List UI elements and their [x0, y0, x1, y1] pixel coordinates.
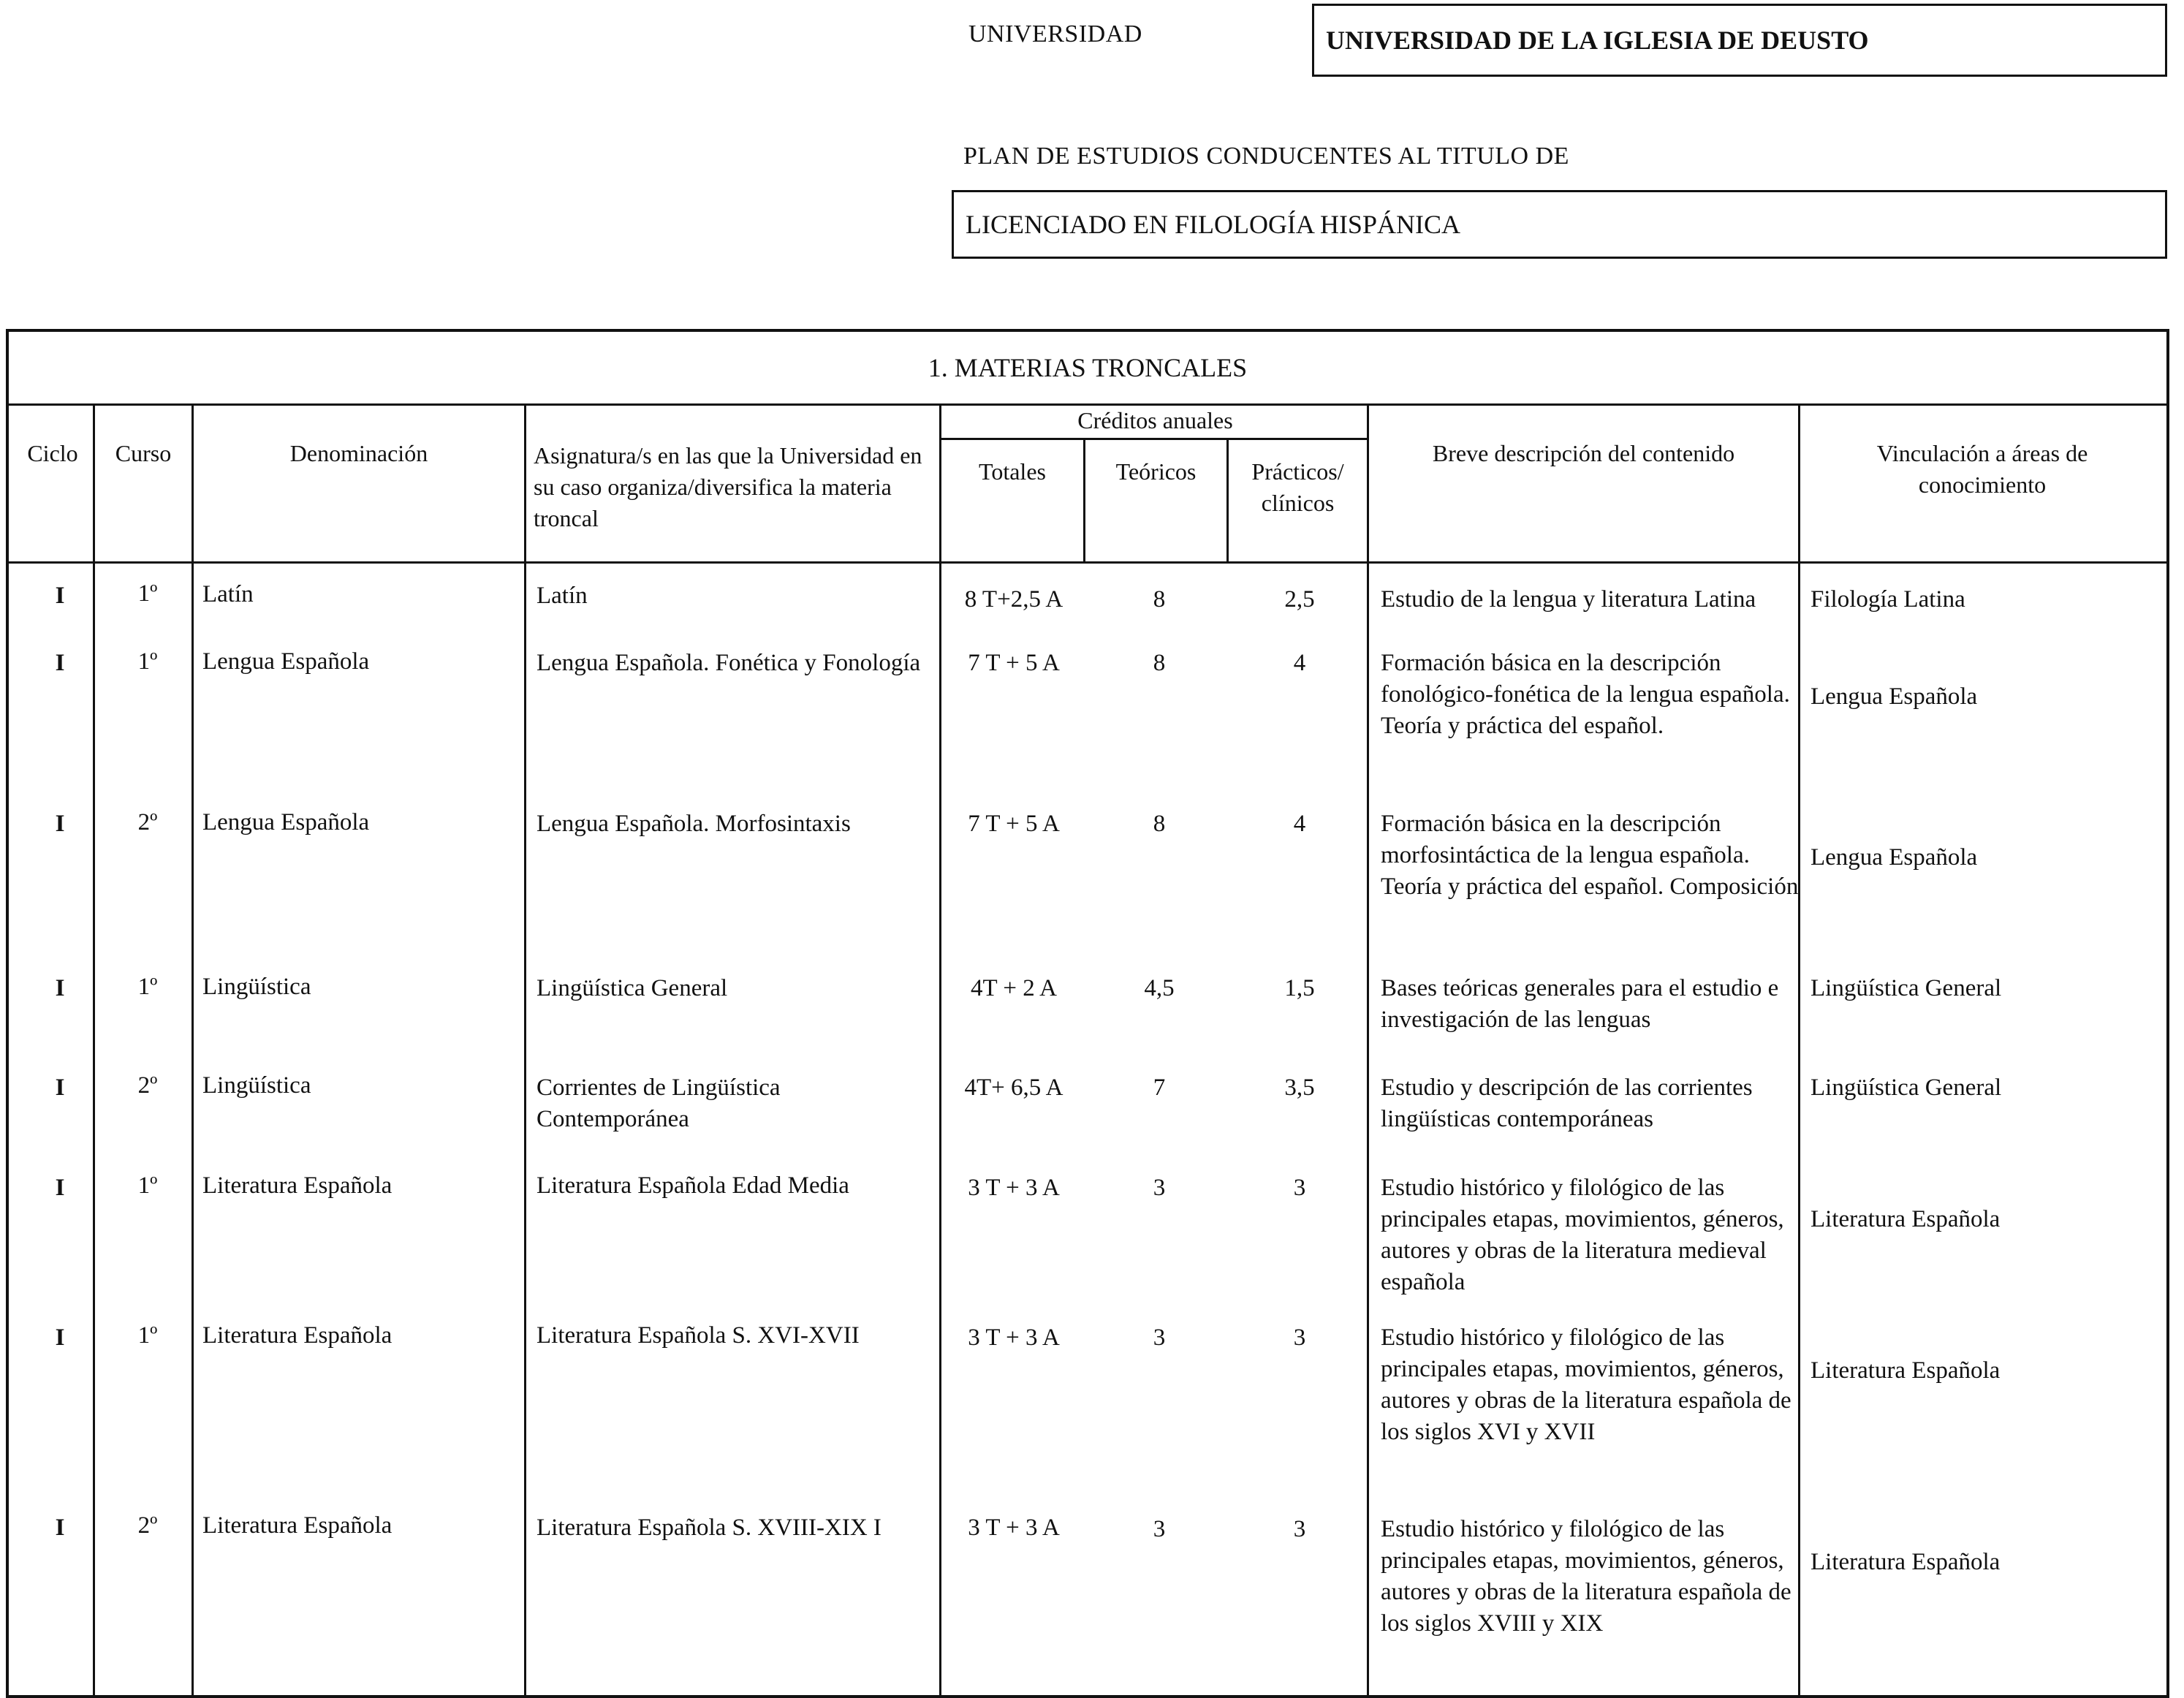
col-rule	[192, 403, 194, 1695]
cell-descripcion: Estudio histórico y filológico de las principales etapas, movimientos, géneros, autores y obras de la literatura española de los siglos XVIII y XIX	[1381, 1516, 1791, 1637]
cell-asignatura: Lengua Española. Fonética y Fonología	[536, 650, 921, 676]
cell-practicos: 1,5	[1284, 975, 1315, 1001]
cell-practicos: 3	[1293, 1324, 1306, 1351]
cell-denominacion: Literatura Española	[202, 1512, 393, 1539]
cell-practicos: 3	[1293, 1175, 1306, 1201]
cell-denominacion: Lengua Española	[202, 648, 370, 675]
cell-curso: 1º	[137, 1172, 158, 1199]
cell-teoricos: 3	[1153, 1175, 1166, 1201]
cell-asignatura: Literatura Española S. XVIII-XIX I	[536, 1515, 881, 1541]
cell-vinculacion: Literatura Española	[1810, 1357, 2001, 1384]
cell-vinculacion: Lengua Española	[1810, 683, 1978, 710]
universidad-label: UNIVERSIDAD	[968, 20, 1142, 48]
cell-curso: 1º	[137, 648, 158, 675]
cell-descripcion: Bases teóricas generales para el estudio e investigación de las lenguas	[1381, 975, 1779, 1033]
titulo-field: LICENCIADO EN FILOLOGÍA HISPÁNICA	[952, 190, 2167, 259]
cell-vinculacion: Lingüística General	[1810, 975, 2002, 1001]
cell-denominacion: Literatura Española	[202, 1322, 393, 1349]
cell-descripcion: Formación básica en la descripción fonológico-fonética de la lengua española. Teoría y práctica del español.	[1381, 650, 1790, 739]
cell-vinculacion: Lengua Española	[1810, 844, 1978, 871]
cell-totales: 3 T + 3 A	[968, 1175, 1060, 1201]
cell-ciclo: I	[55, 1515, 65, 1541]
header-vinculacion: Vinculación a áreas de conocimiento	[1876, 440, 2088, 498]
cell-ciclo: I	[55, 583, 65, 609]
cell-descripcion: Formación básica en la descripción morfosintáctica de la lengua española. Teoría y práctica del español. Composición	[1381, 811, 1799, 900]
cell-teoricos: 3	[1153, 1516, 1166, 1542]
cell-asignatura: Lengua Española. Morfosintaxis	[536, 811, 851, 837]
cell-teoricos: 7	[1153, 1074, 1166, 1101]
cell-descripcion: Estudio y descripción de las corrientes lingüísticas contemporáneas	[1381, 1074, 1753, 1132]
cell-totales: 4T + 2 A	[971, 975, 1057, 1001]
cell-ciclo: I	[55, 975, 65, 1001]
cell-totales: 3 T + 3 A	[968, 1324, 1060, 1351]
cell-asignatura: Corrientes de Lingüística Contemporánea	[536, 1074, 781, 1132]
cell-denominacion: Lingüística	[202, 974, 311, 1000]
universidad-field: UNIVERSIDAD DE LA IGLESIA DE DEUSTO	[1312, 4, 2167, 77]
table-title: 1. MATERIAS TRONCALES	[9, 332, 2166, 406]
cell-curso: 1º	[137, 1322, 158, 1349]
cell-descripcion: Estudio de la lengua y literatura Latina	[1381, 586, 1756, 613]
cell-asignatura: Literatura Española Edad Media	[536, 1172, 849, 1199]
cell-curso: 1º	[137, 974, 158, 1000]
header-teoricos: Teóricos	[1115, 458, 1197, 485]
cell-ciclo: I	[55, 1175, 65, 1201]
materias-troncales-table	[6, 329, 2169, 1698]
header-descripcion: Breve descripción del contenido	[1432, 440, 1735, 466]
cell-curso: 2º	[137, 1512, 158, 1539]
plan-label: PLAN DE ESTUDIOS CONDUCENTES AL TITULO DE	[963, 143, 1569, 170]
header-creditos: Créditos anuales	[1077, 407, 1233, 433]
cell-teoricos: 8	[1153, 811, 1166, 837]
cell-curso: 1º	[137, 580, 158, 607]
cell-ciclo: I	[55, 650, 65, 676]
creditos-rule	[939, 438, 1369, 440]
cell-denominacion: Latín	[202, 581, 254, 607]
header-curso: Curso	[115, 440, 172, 466]
cell-practicos: 4	[1293, 811, 1306, 837]
cell-totales: 7 T + 5 A	[968, 650, 1060, 676]
cell-denominacion: Lingüística	[202, 1072, 311, 1099]
cell-totales: 4T+ 6,5 A	[964, 1074, 1063, 1101]
cell-teoricos: 8	[1153, 650, 1166, 676]
cell-ciclo: I	[55, 1324, 65, 1351]
col-rule	[93, 403, 95, 1695]
cell-teoricos: 4,5	[1144, 975, 1175, 1001]
cell-vinculacion: Lingüística General	[1810, 1074, 2002, 1101]
header-rule	[9, 561, 2166, 564]
cell-asignatura: Lingüística General	[536, 975, 728, 1001]
cell-curso: 2º	[137, 1072, 158, 1099]
cell-practicos: 3,5	[1284, 1074, 1315, 1101]
cell-totales: 8 T+2,5 A	[964, 586, 1063, 613]
header-asignaturas: Asignatura/s en las que la Universidad en su caso organiza/diversifica la materia troncal	[534, 442, 922, 531]
cell-descripcion: Estudio histórico y filológico de las principales etapas, movimientos, géneros, autores y obras de la literatura española de los siglos XVI y XVII	[1381, 1324, 1791, 1445]
cell-denominacion: Literatura Española	[202, 1172, 393, 1199]
cell-vinculacion: Literatura Española	[1810, 1206, 2001, 1232]
cell-teoricos: 3	[1153, 1324, 1166, 1351]
cell-ciclo: I	[55, 1074, 65, 1101]
cell-vinculacion: Literatura Española	[1810, 1549, 2001, 1575]
cell-totales: 7 T + 5 A	[968, 811, 1060, 837]
cell-practicos: 3	[1293, 1516, 1306, 1542]
cell-asignatura: Latín	[536, 583, 588, 609]
header-totales: Totales	[979, 458, 1046, 485]
cell-practicos: 2,5	[1284, 586, 1315, 613]
header-ciclo: Ciclo	[27, 440, 78, 466]
cell-ciclo: I	[55, 811, 65, 837]
cell-practicos: 4	[1293, 650, 1306, 676]
cell-teoricos: 8	[1153, 586, 1166, 613]
cell-denominacion: Lengua Española	[202, 809, 370, 835]
header-practicos: Prácticos/ clínicos	[1251, 458, 1344, 516]
col-rule	[524, 403, 526, 1695]
cell-asignatura: Literatura Española S. XVI-XVII	[536, 1322, 860, 1349]
cell-vinculacion: Filología Latina	[1810, 586, 1965, 613]
cell-totales: 3 T + 3 A	[968, 1515, 1060, 1541]
cell-curso: 2º	[137, 809, 158, 835]
header-denominacion: Denominación	[289, 440, 428, 466]
cell-descripcion: Estudio histórico y filológico de las principales etapas, movimientos, géneros, autores y obras de la literatura medieval española	[1381, 1175, 1784, 1295]
